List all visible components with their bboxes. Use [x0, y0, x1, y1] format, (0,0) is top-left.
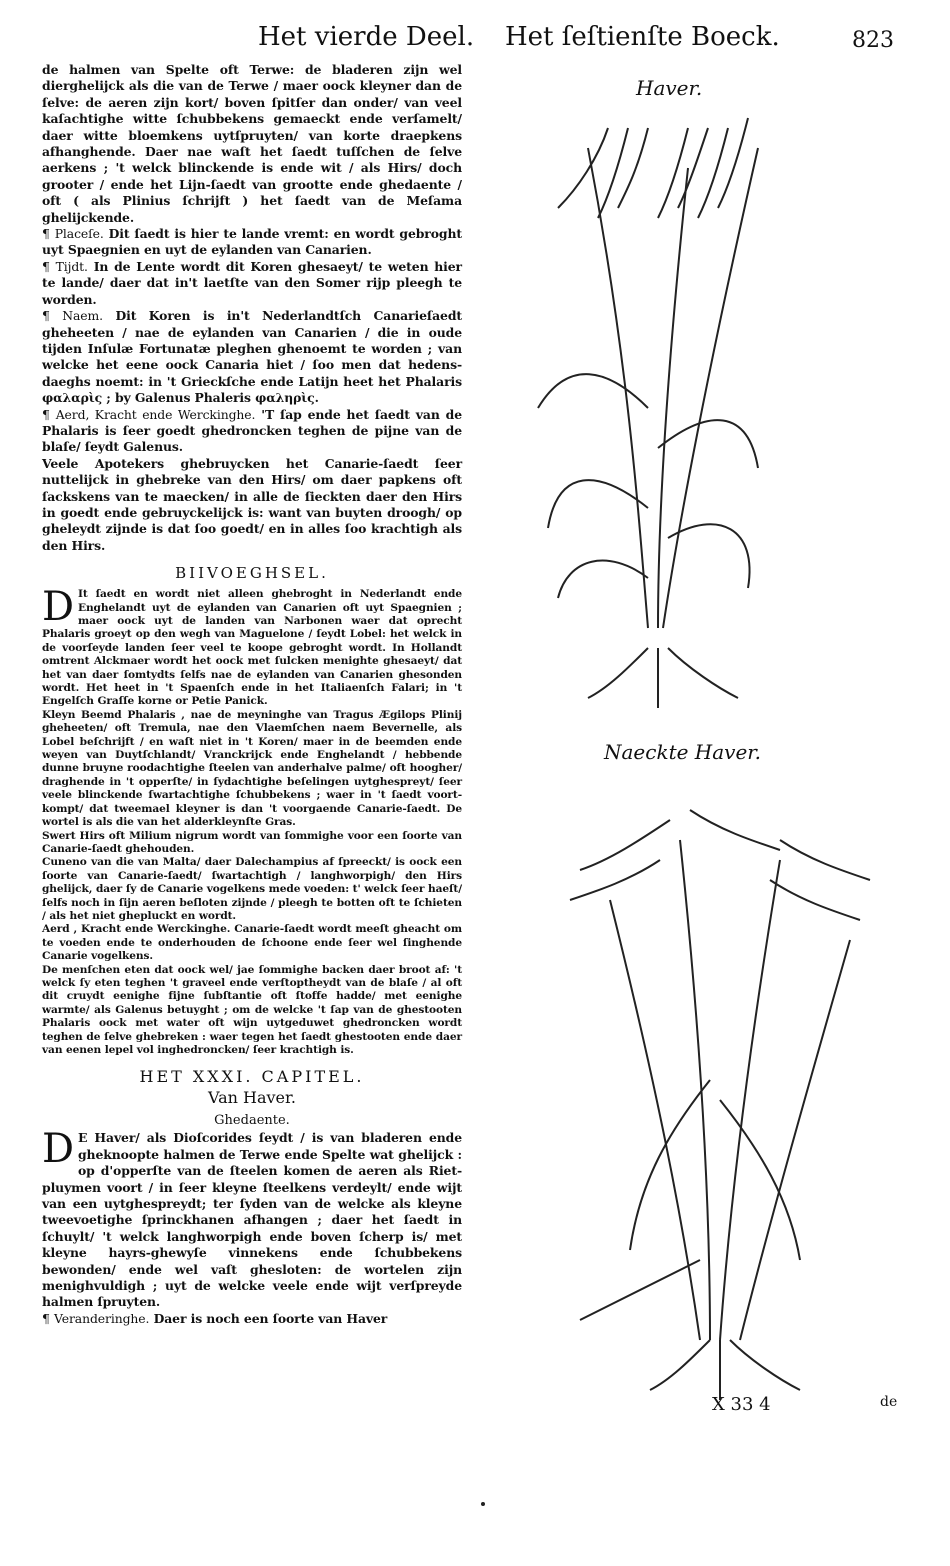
time-text: In de Lente wordt dit Koren ghesaeyt/ te weten hier te lande/ daer dat in't laetſte van den Somer rijp pleegh te worden. — [42, 258, 462, 307]
catchword: de — [880, 1394, 898, 1410]
addendum-paragraph-1 — [42, 584, 462, 709]
description-paragraph — [42, 1126, 462, 1310]
addendum-paragraph-6: De menſchen eten dat oock wel/ jae ſommighe backen daer broot af: 't welck ſy eten teghen 't graveel ende verſtoptheydt van de blaſe / al oft dit cruydt eenighe fijne ſubſtantie oft ſtoffe hadde/ met eenighe warmte/ als Galenus betuyght ; om de welcke 't ſap van de ghestooten Phalaris oock met water oft wijn uytgeduwet ghedroncken wordt teghen de ſelve ghebreken : waer tegen het ſaedt ghestooten ende daer van eenen lepel vol inghedroncken/ ſeer krachtigh is. — [42, 963, 462, 1056]
addendum-text-1: It ſaedt en wordt niet alleen ghebroght in Nederlandt ende Enghelandt uyt de eylanden van Canarien oft uyt Spaegnien ; maer oock uyt de landen van Narbonen waer dat oprecht Phalaris groeyt op den wegh van Maguelone / ſeydt Lobel: het welck in de voorſeyde landen ſeer veel te koope gebroght wordt. In Hollandt omtrent Alckmaer wordt het oock met ſulcken menighte ghesaeyt/ dat het van daer ſomtydts ſelfs nae de eylanden van Canarien ghesonden wordt. Het heet in 't Spaenſch ende in het Italiaenſch Falari; in 't Engelſch Graſſe korne or Petie Panick. — [42, 588, 462, 708]
addendum-paragraph-5: Aerd , Kracht ende Werckinghe. Canarie-ſaedt wordt meeſt gheacht om te voeden ende te onderhouden de ſchoone ende ſeer wel ſinghende Canarie vogelkens. — [42, 923, 462, 963]
place-label: Placeſe. — [54, 226, 104, 242]
drop-cap: D — [42, 1126, 74, 1173]
drop-cap: D — [42, 584, 74, 631]
figure-caption-naeckte-haver: Naeckte Haver. — [604, 740, 762, 764]
left-text-column — [42, 62, 462, 1327]
paragraph-mark-icon: ¶ — [42, 226, 50, 242]
running-head-right: Het ſeſtienſte Boeck. — [505, 22, 780, 52]
addendum-paragraph-2: Kleyn Beemd Phalaris , nae de meyninghe van Tragus Ægilops Plinij gheheeten/ oft Tremula, nae den Vlaemſchen naem Bevernelle, als Lobel beſchrijft / en waſt niet in 't Koren/ maer in de beemden ende weyen van Duytſchlandt/ Vranckrijck ende Enghelandt / hebbende dunne bruyne roodachtighe ſteelen van anderhalve palme/ oft hoogher/ draghende in 't opperſte/ in ſydachtighe beſelingen uytghespreyt/ ſeer veele blinckende ſwartachtighe ſchubbekens ; waer in 't ſaedt voort-kompt/ dat tweemael kleyner is dan 't voorgaende Canarie-ſaedt. De wortel is als die van het alderkleynſte Gras. — [42, 708, 462, 829]
ink-dot — [481, 1502, 485, 1506]
figure-caption-haver: Haver. — [636, 76, 703, 100]
addendum-paragraph-4: Cuneno van die van Malta/ daer Dalechampius af ſpreeckt/ is oock een ſoorte van Canarie-ſaedt/ ſwartachtigh / langhworpigh/ den Hirs ghelijck, daer ſy de Canarie vogelkens mede voeden: t' welck ſeer haeſt/ ſelfs noch in ſijn aeren beſloten zijnde / pleegh te botten oft te ſchieten / als het niet ghepluckt en wordt. — [42, 856, 462, 922]
name-label: Naem. — [62, 308, 103, 324]
variation-text: Daer is noch een ſoorte van Haver — [153, 1310, 388, 1326]
aerd-text: 'T ſap ende het ſaedt van de Phalaris is ſeer goedt ghedroncken teghen de pijne van de blaſe/ ſeydt Galenus. — [42, 406, 462, 455]
oat-plant-illustration — [508, 108, 768, 708]
name-paragraph — [42, 308, 462, 406]
place-paragraph — [42, 226, 462, 259]
aerd-label: Aerd, Kracht ende Werckinghe. — [55, 406, 256, 422]
paragraph-mark-icon: ¶ — [42, 406, 50, 422]
addendum-heading: BIIVOEGHSEL. — [175, 564, 329, 583]
time-label: Tijdt. — [55, 258, 88, 274]
name-text: Dit Koren is in't Nederlandtſch Canarieſaedt gheheeten / nae de eylanden van Canarien / die in oude tijden Inſulæ Fortunatæ pleghen ghenoemt te worden ; van welcke het eene oock Canaria hiet / ſoo men dat hedens-daeghs noemt: in 't Grieckſche ende Latijn heet het Phalaris φαλαρὶς ; by Galenus Phaleris φαληρὶς. — [42, 308, 463, 406]
aerd-paragraph — [42, 407, 462, 456]
variation-label: Veranderinghe. — [54, 1310, 150, 1326]
chapter-title: Van Haver. — [208, 1088, 296, 1108]
page-number: 823 — [852, 28, 894, 53]
intro-paragraph: de halmen van Spelte oft Terwe: de bladeren zijn wel dierghelijck als die van de Terwe / maer oock kleyner dan de ſelve: de aeren zijn kort/ boven ſpitſer dan onder/ van veel kaſachtighe witte ſchubbekens gemaeckt ende verſamelt/ daer witte bloemkens uytſpruyten/ van korte draepkens afhanghende. Daer nae waſt het ſaedt tuſſchen de ſelve aerkens ; 't welck blinckende is ende wit / als Hirs/ doch grooter / ende het Lijn-ſaedt van grootte ende ghedaente / oft ( als Plinius ſchrijft ) het ſaedt van de Meſama ghelijckende. — [42, 62, 462, 225]
running-head-left: Het vierde Deel. — [258, 22, 475, 52]
time-paragraph — [42, 259, 462, 308]
paragraph-mark-icon: ¶ — [42, 258, 50, 274]
description-heading: Ghedaente. — [214, 1113, 290, 1129]
variation-paragraph — [42, 1311, 462, 1327]
paragraph-mark-icon: ¶ — [42, 1310, 50, 1326]
signature-mark: X 33 4 — [712, 1394, 771, 1415]
naked-oat-plant-illustration — [540, 780, 880, 1400]
chapter-heading: HET XXXI. CAPITEL. — [139, 1067, 365, 1087]
description-text: E Haver/ als Dioſcorides ſeydt / is van bladeren ende gheknoopte halmen de Terwe ende Spelte wat ghelijck : op d'opperſte van de ſteelen komen de aeren als Riet-pluymen voort / in ſeer kleyne ſteelkens verdeylt/ ende wijt van een uytghespreydt; ter ſyden van de welcke als kleyne tweevoetighe ſprinckhanen afhangen ; daer het ſaedt in ſchuylt/ 't welck langhworpigh ende boven ſcherp is/ met kleyne hayrs-ghewyſe vinnekens ende ſchubbekens bewonden/ ende wel vaſt ghesloten: de wortelen zijn menighvuldigh ; uyt de welcke veele ende wijt verſpreyde halmen ſpruyten. — [42, 1130, 462, 1310]
apothecary-paragraph: Veele Apotekers ghebruycken het Canarie-ſaedt ſeer nuttelijck in ghebreke van den Hirs/ om daer papkens oft ſackskens van te maecken/ in alle de ſieckten daer den Hirs in goedt ende gebruyckelijck is: want van buyten droogh/ op gheleydt zijnde is dat ſoo goedt/ en in alles ſoo krachtigh als den Hirs. — [42, 455, 462, 553]
paragraph-mark-icon: ¶ — [42, 308, 50, 324]
addendum-paragraph-3: Swert Hirs oft Milium nigrum wordt van ſommighe voor een ſoorte van Canarie-ſaedt ghehouden. — [42, 829, 462, 855]
place-text: Dit ſaedt is hier te lande vremt: en wordt gebroght uyt Spaegnien en uyt de eylanden van Canarien. — [42, 226, 462, 258]
